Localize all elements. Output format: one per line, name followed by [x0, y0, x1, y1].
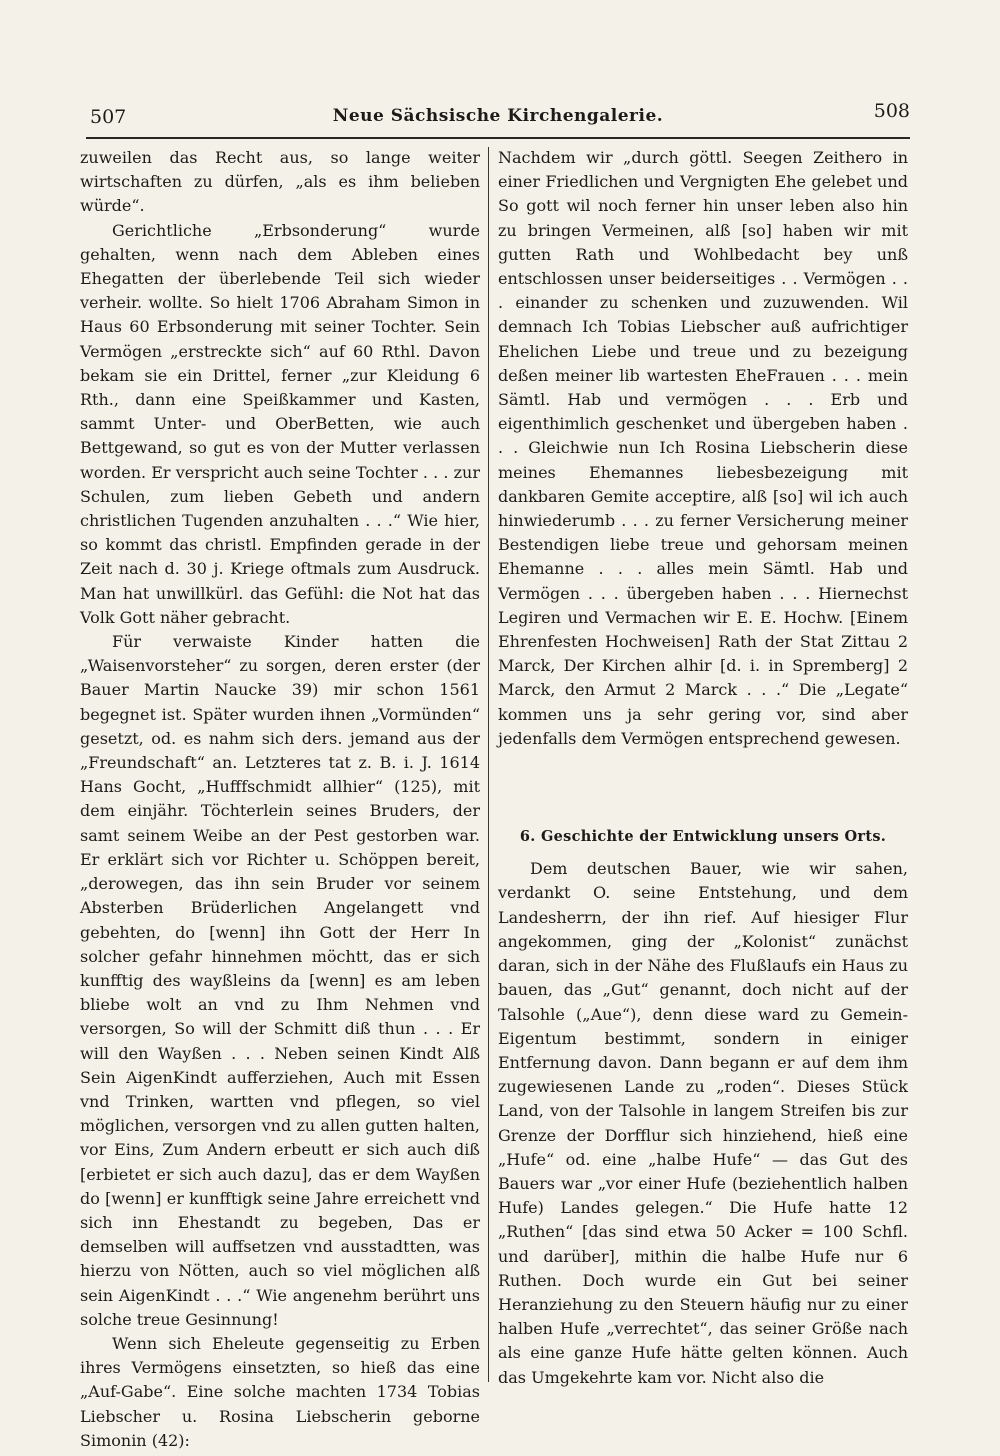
running-title: Neue Sächsische Kirchengalerie. [332, 106, 664, 126]
section-heading: 6. Geschichte der Entwicklung unsers Orts. [519, 828, 887, 846]
page-number-left: 507 [90, 106, 127, 128]
paragraph: zuweilen das Recht aus, so lange weiter wirtschaften zu dürfen, „als es ihm belieben würde“. [80, 148, 480, 216]
paragraph: Für verwaiste Kinder hatten die „Waisenvorsteher“ zu sorgen, deren erster (der Bauer Martin Naucke 39) mir schon 1561 begegnet ist. Später wurden ihnen „Vormünden“ gesetzt, od. es nahm sich ders. jemand aus der „Freundschaft“ an. Letzteres tat z. B. i. J. 1614 Hans Gocht, „Hufffschmidt allhier“ (125), mit dem einjähr. Töchterlein seines Bruders, der samt seinem Weibe an der Pest gestorben war. Er erklärt sich vor Richter u. Schöppen bereit, „derowegen, das ihn sein Bruder vor seinem Absterben Brüderlichen Angelangett vnd gebehten, do [wenn] ihn Gott der Herr In solcher gefahr hinnehmen möchtt, das er sich kunfftig des wayßleins da [wenn] es am leben bliebe wolt an vnd zu Ihm Nehmen vnd versorgen, So will der Schmitt diß thun . . . Er will den Wayßen . . . Neben seinen Kindt Alß Sein AigenKindt aufferziehen, Auch mit Essen vnd Trinken, wartten vnd pflegen, so viel möglichen, versorgen vnd zu allen gutten halten, vor Eins, Zum Andern erbeutt er sich auch diß [erbietet er sich auch dazu], das er dem Wayßen do [wenn] er kunfftigk seine Jahre erreichett vnd sich inn Ehestandt zu begeben, Das er demselben will auffsetzen vnd ausstadtten, was hierzu von Nötten, auch so viel möglichen alß sein AigenKindt . . .“ Wie angenehm berührt uns solche treue Gesinnung! [80, 632, 480, 1329]
paragraph: Nachdem wir „durch göttl. Seegen Zeithero in einer Friedlichen und Vergnigten Ehe gelebet und So gott wil noch ferner hin unser leben also hin zu bringen Vermeinen, alß [so] haben wir mit gutten Rath und Wohlbedacht bey unß entschlossen unser beiderseitiges . . Vermögen . . . einander zu schenken und zuzuwenden. Wil demnach Ich Tobias Liebscher auß aufrichtiger Ehelichen Liebe und treue und zu bezeigung deßen meiner lib wartesten EheFrauen . . . mein Sämtl. Hab und vermögen . . . Erb und eigenthimlich geschenket und übergeben haben . . . Gleichwie nun Ich Rosina Liebscherin diese meines Ehemannes liebesbezeigung mit dankbaren Gemite acceptire, alß [so] wil ich auch hinwiederumb . . . zu ferner Versicherung meiner Bestendigen liebe treue und gehorsam meinen Ehemanne . . . alles mein Sämtl. Hab und Vermögen . . . übergeben haben . . . Hiernechst Legiren und Vermachen wir E. E. Hochw. [Einem Ehrenfesten Hochweisen] Rath der Stat Zittau 2 Marck, Der Kirchen alhir [d. i. in Spremberg] 2 Marck, den Armut 2 Marck . . .“ Die „Legate“ kommen uns ja sehr gering vor, sind aber jedenfalls dem Vermögen entsprechend gewesen. [498, 148, 908, 748]
column-divider [488, 147, 489, 1382]
section-spacer [498, 751, 908, 807]
page-number-right: 508 [873, 100, 910, 122]
paragraph: Wenn sich Eheleute gegenseitig zu Erben ihres Vermögens einsetzten, so hieß das eine „Auf-Gabe“. Eine solche machten 1734 Tobias Liebscher u. Rosina Liebscherin geborne Simonin (42): [80, 1333, 480, 1450]
left-column [80, 146, 480, 1453]
paragraph: Gerichtliche „Erbsonderung“ wurde gehalten, wenn nach dem Ableben eines Ehegatten der überlebende Teil sich wieder verheir. wollte. So hielt 1706 Abraham Simon in Haus 60 Erbsonderung mit seiner Tochter. Sein Vermögen „erstreckte sich“ auf 60 Rthl. Davon bekam sie ein Drittel, ferner „zur Kleidung 6 Rth., dann eine Speißkammer und Kasten, sammt Unter- und OberBetten, wie auch Bettgewand, so gut es von der Mutter verlassen worden. Er verspricht auch seine Tochter . . . zur Schulen, zum lieben Gebeth und andern christlichen Tugenden anzuhalten . . .“ Wie hier, so kommt das christl. Empfinden gerade in der Zeit nach d. 30 j. Kriege oftmals zum Ausdruck. Man hat unwillkürl. das Gefühl: die Not hat das Volk Gott näher gebracht. [80, 220, 480, 627]
page-header [86, 100, 910, 134]
paragraph: Dem deutschen Bauer, wie wir sahen, verdankt O. seine Entstehung, und dem Landesherrn, der ihn rief. Auf hiesiger Flur angekommen, ging der „Kolonist“ zunächst daran, sich in der Nähe des Flußlaufs ein Haus zu bauen, das „Gut“ genannt, doch nicht auf der Talsohle („Aue“), denn diese ward zu Gemein-Eigentum bestimmt, sondern in einiger Entfernung davon. Dann begann er auf dem ihm zugewiesenen Lande zu „roden“. Dieses Stück Land, von der Talsohle in langem Streifen bis zur Grenze der Dorfflur sich hinziehend, hieß eine „Hufe“ od. eine „halbe Hufe“ — das Gut des Bauers war „vor einer Hufe (beziehentlich halben Hufe) Landes gelegen.“ Die Hufe hatte 12 „Ruthen“ [das sind etwa 50 Acker = 100 Schfl. und darüber], mithin die halbe Hufe nur 6 Ruthen. Doch wurde ein Gut bei seiner Heranziehung zu den Steuern häufig nur zu einer halben Hufe „verrechtet“, das seiner Größe nach als eine ganze Hufe hätte gelten können. Auch das Umgekehrte kam vor. Nicht also die [498, 859, 908, 1387]
right-column [498, 146, 908, 1390]
header-rule [86, 137, 910, 139]
